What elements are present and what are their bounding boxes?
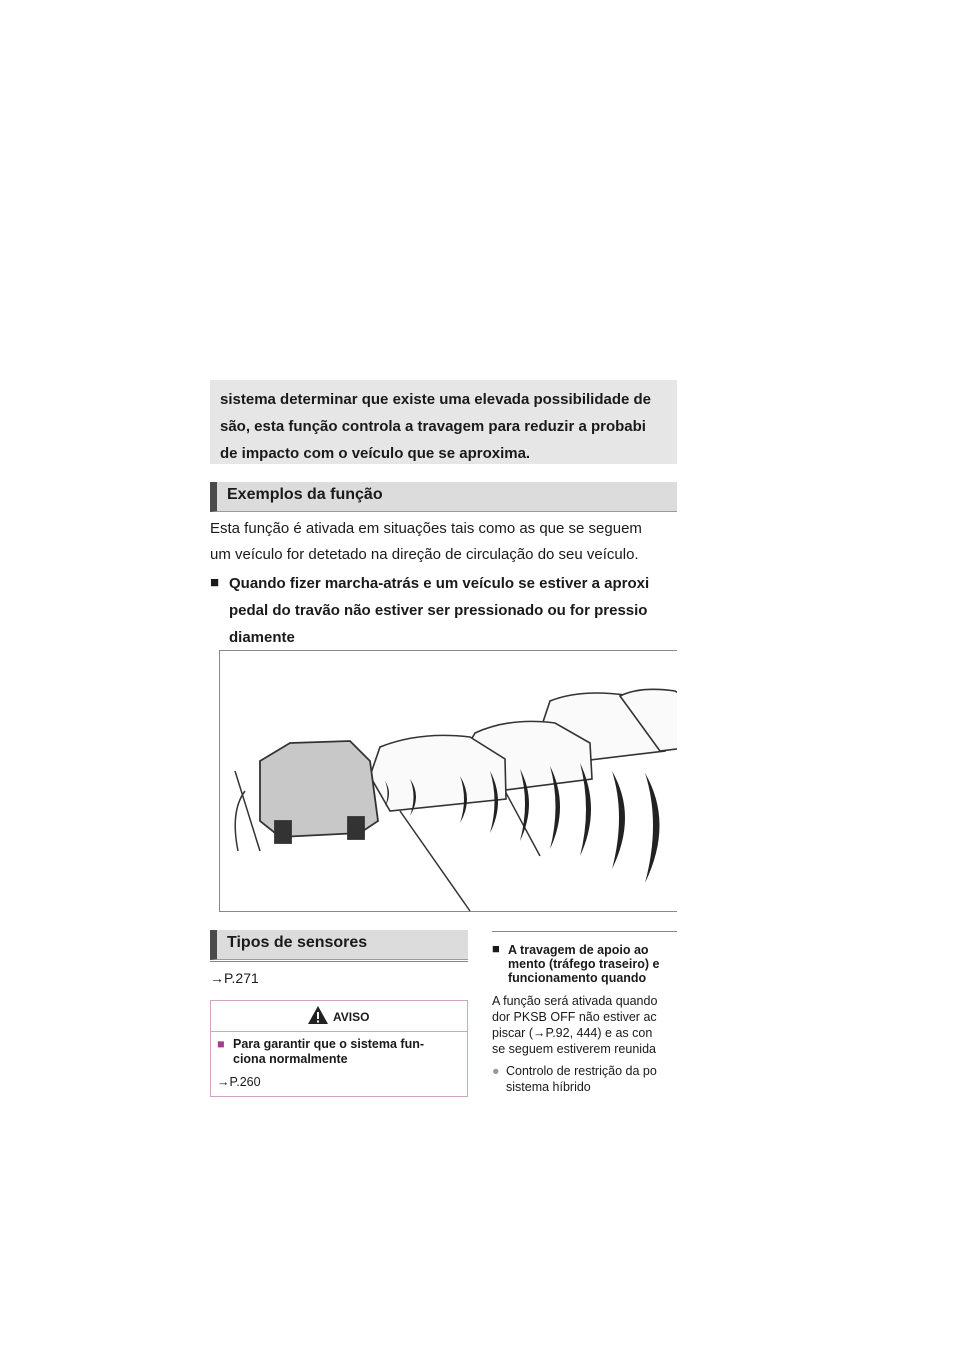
intro-line: de impacto com o veículo que se aproxima. (220, 445, 531, 462)
reference-text: P.271 (224, 970, 259, 986)
body-text-fragment: piscar ( (492, 1026, 533, 1040)
bullet-square-icon: ■ (492, 941, 500, 956)
arrow-icon: → (217, 1075, 230, 1089)
warning-item-line: ciona normalmente (233, 1052, 348, 1066)
body-line: Esta função é ativada em situações tais como as que se seguem (210, 520, 642, 537)
right-heading-line: A travagem de apoio ao (508, 943, 649, 957)
right-bullet-line: Controlo de restrição da po (506, 1064, 657, 1078)
warning-item-line: Para garantir que o sistema fun- (233, 1037, 425, 1051)
section-underline (210, 961, 468, 962)
circle-bullet-icon: ● (492, 1064, 500, 1078)
right-column-rule (492, 931, 677, 932)
bullet-heading-line: pedal do travão não estiver ser pressionado ou for pressio (229, 602, 648, 619)
bullet-square-icon: ■ (217, 1037, 225, 1051)
bullet-heading-line: diamente (229, 629, 295, 646)
section-title: Tipos de sensores (227, 934, 368, 951)
bullet-square-icon: ■ (210, 574, 220, 591)
arrow-icon: → (210, 970, 224, 986)
intro-box (210, 380, 677, 464)
right-body-line: se seguem estiverem reunida (492, 1042, 656, 1056)
right-heading-line: funcionamento quando (508, 971, 647, 985)
reference-text: P.260 (229, 1075, 261, 1089)
body-line: um veículo for detetado na direção de circulação do seu veículo. (210, 546, 639, 563)
body-text-fragment: P.92, 444) e as con (545, 1026, 653, 1040)
page-reference[interactable] (217, 1075, 261, 1090)
section-header-sensor-types (210, 930, 468, 960)
section-header-examples (210, 482, 677, 512)
bullet-heading-line: Quando fizer marcha-atrás e um veículo se estiver a aproxi (229, 575, 650, 592)
intro-line: sistema determinar que existe uma elevada possibilidade de (220, 391, 652, 408)
arrow-icon: → (532, 1026, 546, 1040)
warning-title-bar (211, 1001, 467, 1032)
warning-box (210, 1000, 468, 1097)
parking-illustration (219, 650, 677, 912)
warning-title: AVISO (333, 1010, 370, 1024)
right-body-line: dor PKSB OFF não estiver ac (492, 1010, 657, 1024)
reversing-car-approaching-vehicle-image (220, 651, 677, 913)
section-title: Exemplos da função (227, 486, 383, 503)
warning-triangle-icon (307, 1005, 329, 1025)
right-bullet-line: sistema híbrido (506, 1080, 591, 1094)
page-reference[interactable] (210, 970, 259, 986)
right-body-line: A função será ativada quando (492, 994, 658, 1008)
right-heading-line: mento (tráfego traseiro) e (508, 957, 660, 971)
intro-line: são, esta função controla a travagem para reduzir a probabi (220, 418, 646, 435)
right-body-line-ref (492, 1026, 652, 1041)
